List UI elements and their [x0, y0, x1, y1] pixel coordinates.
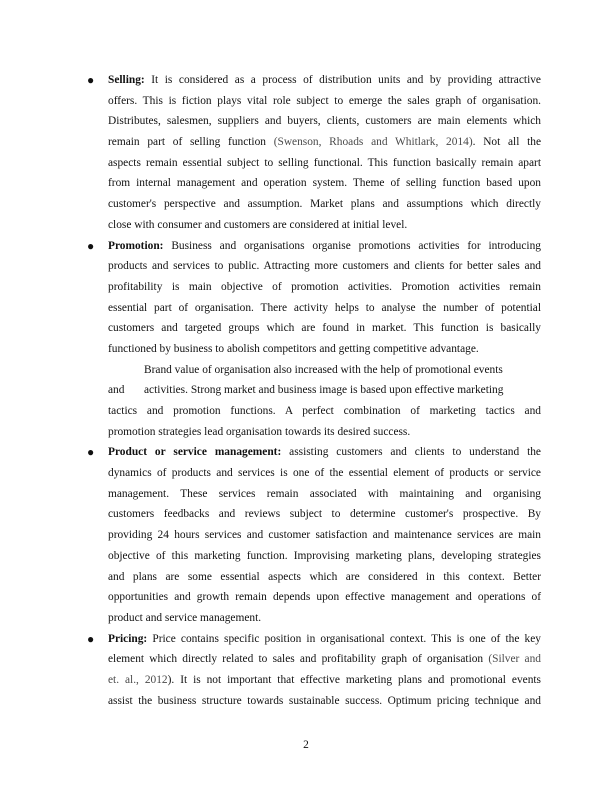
- text-line: customer's perspective and assumption. Market plans and assumptions which directly: [108, 198, 541, 211]
- list-item-promotion: [87, 236, 541, 443]
- text-line: Selling: It is considered as a process of distribution units and by providing attractive: [108, 74, 541, 86]
- text-line: assist the business structure towards sustainable success. Optimum pricing technique and: [108, 694, 541, 707]
- section-heading: Selling:: [108, 74, 145, 86]
- text-line: functioned by business to abolish competitors and getting competitive advantage.: [108, 342, 479, 355]
- section-heading: Product or service management:: [108, 446, 282, 459]
- text-line: Promotion: Business and organisations organise promotions activities for introducing: [108, 239, 541, 252]
- text-line: and plans are some essential aspects which are considered in this context. Better: [108, 570, 541, 583]
- text-line: essential part of organisation. There activity helps to analyse the number of potential: [108, 301, 541, 314]
- text-line: from internal management and operation system. Theme of selling function based upon: [108, 177, 541, 190]
- bullet-icon: ●: [87, 631, 95, 646]
- list-item-selling: [87, 70, 541, 236]
- text-line: close with consumer and customers are considered at initial level.: [108, 218, 408, 231]
- bullet-icon: ●: [87, 73, 95, 87]
- text-line: Distributes, salesmen, suppliers and buyers, clients, customers are main elements which: [108, 115, 541, 128]
- list-item-product-service: [87, 442, 541, 628]
- citation: (Swenson, Rhoads and Whitlark, 2014): [273, 136, 473, 149]
- text-line: Product or service management: assisting customers and clients to understand the: [108, 446, 541, 459]
- text-line: element which directly related to sales and profitability graph of organisation (Silver and: [108, 653, 542, 666]
- text-line: profitability is main objective of promotion activities. Promotion activities remain: [108, 280, 541, 293]
- text-line: objective of this marketing function. Improvising marketing plans, developing strategies: [108, 549, 541, 562]
- text-line: offers. This is fiction plays vital role subject to emerge the sales graph of organisation.: [108, 94, 541, 107]
- text-line: product and service management.: [108, 611, 262, 624]
- text-line: dynamics of products and services is one of the essential element of products or service: [108, 467, 541, 480]
- page-number: 2: [303, 739, 309, 751]
- text-line: management. These services remain associated with maintaining and organising: [108, 487, 541, 500]
- text-line: Pricing: Price contains specific position in organisational context. This is one of the key: [108, 632, 541, 645]
- text-line: customers and targeted groups which are found in market. This function is basically: [108, 322, 541, 335]
- text-line: and activities. Strong market and business image is based upon effective marketing: [108, 384, 504, 397]
- text-line: opportunities and growth remain depends upon effective management and operations of: [108, 591, 541, 604]
- promotion-paragraph: [108, 360, 541, 443]
- text-line: remain part of selling function (Swenson, Rhoads and Whitlark, 2014). Not all the: [108, 136, 541, 149]
- citation: (Silver and: [488, 653, 542, 666]
- text-line: customers feedbacks and reviews subject to determine customer's prospective. By: [108, 508, 541, 521]
- text-line: providing 24 hours services and customer satisfaction and maintenance services are main: [108, 529, 541, 542]
- text-line: et. al., 2012). It is not important that effective marketing plans and promotional events: [108, 673, 541, 686]
- bullet-icon: ●: [87, 445, 95, 460]
- text-line: Brand value of organisation also increased with the help of promotional events: [144, 363, 503, 376]
- section-heading: Pricing:: [108, 632, 148, 645]
- section-heading: Promotion:: [108, 239, 164, 252]
- bullet-icon: ●: [87, 238, 95, 253]
- document-body: [87, 70, 542, 711]
- text-line: tactics and promotion functions. A perfect combination of marketing tactics and: [108, 405, 541, 417]
- list-item-pricing: [87, 629, 542, 712]
- text-line: aspects remain essential subject to selling functional. This function basically remain apart: [108, 156, 541, 169]
- text-line: products and services to public. Attracting more customers and clients for better sales and: [108, 260, 541, 273]
- text-line: promotion strategies lead organisation towards its desired success.: [108, 425, 411, 438]
- citation: et. al., 2012: [108, 673, 168, 686]
